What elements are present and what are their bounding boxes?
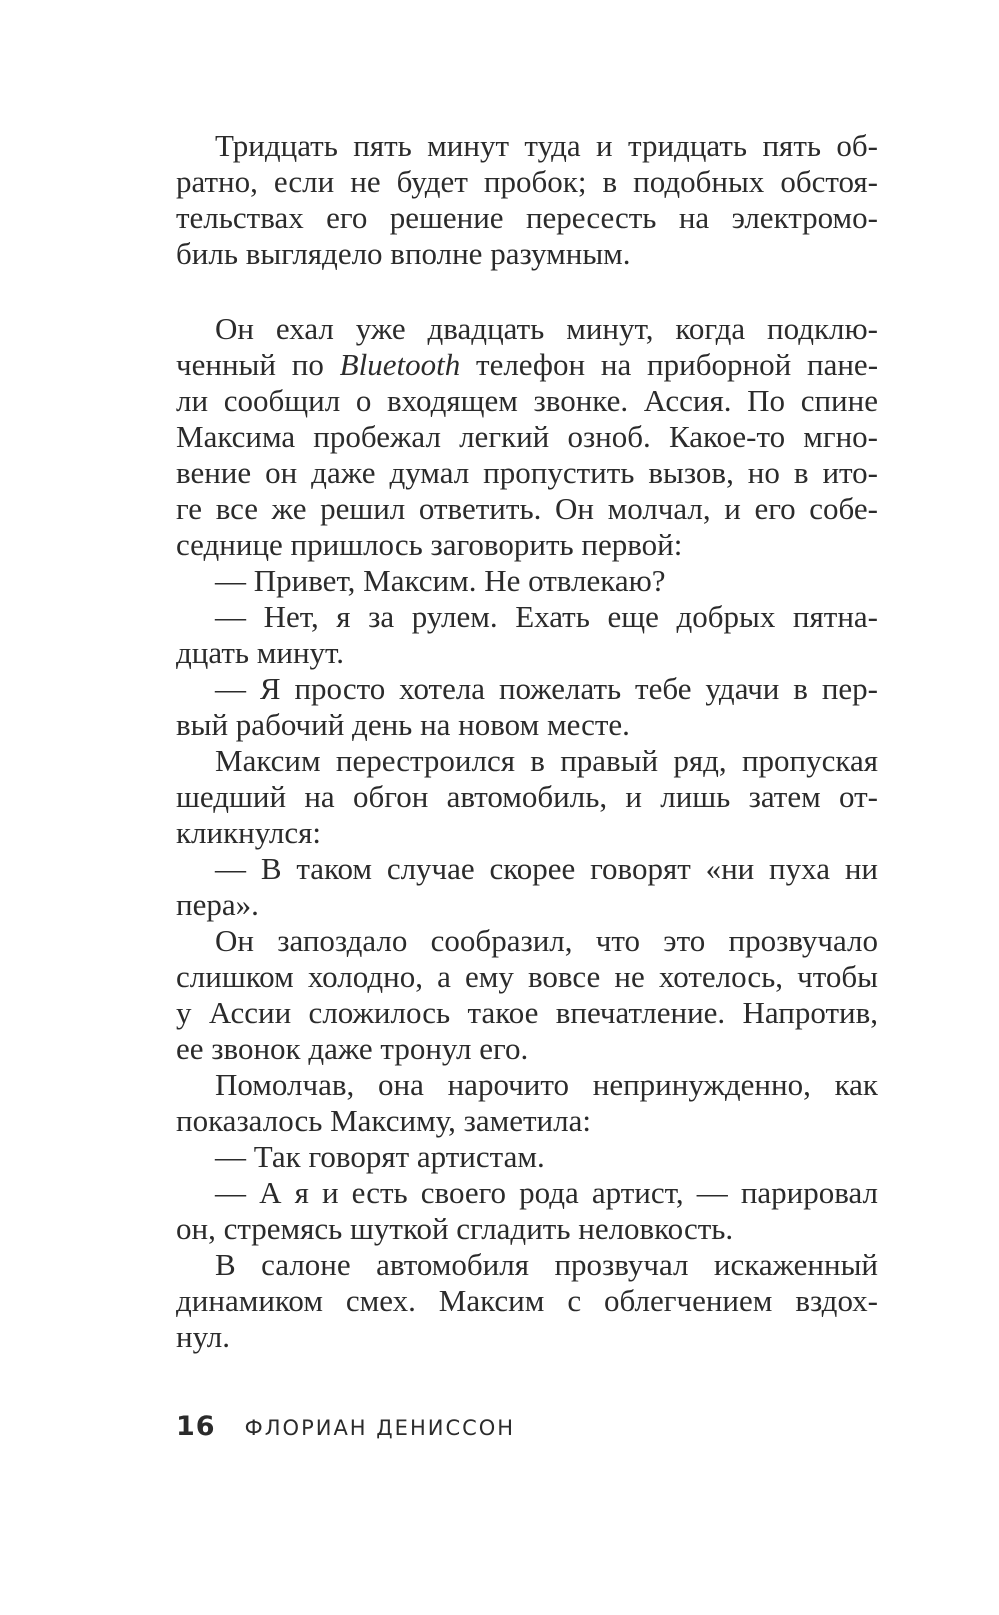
- running-head-author: ФЛОРИАН ДЕНИССОН: [244, 1416, 516, 1440]
- text-line: динамиком смех. Максим с облегчением вздох-: [176, 1283, 878, 1318]
- text-line: Тридцать пять минут туда и тридцать пять об-: [215, 128, 878, 163]
- text-line: ге все же решил ответить. Он молчал, и его собе-: [176, 491, 878, 526]
- text-line: дцать минут.: [176, 635, 345, 670]
- dialogue-line: — Я просто хотела пожелать тебе удачи в пер-: [215, 671, 878, 706]
- dialogue-line: — Привет, Максим. Не отвлекаю?: [215, 563, 666, 598]
- text-line: Максим перестроился в правый ряд, пропуская: [215, 743, 878, 778]
- italic-term: Bluetooth: [339, 347, 461, 382]
- paragraph-intro: [176, 128, 878, 272]
- text-line: Максима пробежал легкий озноб. Какое-то мгно-: [176, 419, 878, 454]
- text-line: шедший на обгон автомобиль, и лишь затем от-: [176, 779, 878, 814]
- text-line: биль выглядело вполне разумным.: [176, 236, 631, 271]
- dialogue-line: — А я и есть своего рода артист, — парировал: [215, 1175, 878, 1210]
- text-line: слишком холодно, а ему вовсе не хотелось, чтобы: [176, 959, 878, 994]
- text-line: ли сообщил о входящем звонке. Ассия. По спине: [176, 383, 878, 418]
- text-line: Он запоздало сообразил, что это прозвучало: [215, 923, 878, 958]
- text-line: Он ехал уже двадцать минут, когда подклю-: [215, 311, 878, 346]
- text-fragment: телефон на приборной пане-: [476, 347, 879, 382]
- dialogue-line: — Так говорят артистам.: [215, 1139, 545, 1174]
- text-line-with-italic: [176, 347, 878, 383]
- text-line: пера».: [176, 887, 259, 922]
- text-line: у Ассии сложилось такое впечатление. Напротив,: [176, 995, 878, 1030]
- text-line: ратно, если не будет пробок; в подобных обстоя-: [176, 164, 878, 199]
- page-number: 16: [176, 1411, 216, 1442]
- main-text: [176, 311, 878, 1355]
- text-line: он, стремясь шуткой сгладить неловкость.: [176, 1211, 734, 1246]
- text-line: седнице пришлось заговорить первой:: [176, 527, 683, 562]
- text-fragment: ченный по: [176, 347, 324, 382]
- text-line: ее звонок даже тронул его.: [176, 1031, 529, 1066]
- text-line: В салоне автомобиля прозвучал искаженный: [215, 1247, 878, 1282]
- page-footer: [176, 1411, 515, 1443]
- text-line: тельствах его решение пересесть на электромо-: [176, 200, 878, 235]
- text-line: показалось Максиму, заметила:: [176, 1103, 591, 1138]
- text-line: Помолчав, она нарочито непринужденно, как: [215, 1067, 878, 1102]
- text-line: нул.: [176, 1319, 230, 1354]
- dialogue-line: — Нет, я за рулем. Ехать еще добрых пятна-: [215, 599, 878, 634]
- text-line: кликнулся:: [176, 815, 322, 850]
- dialogue-line: — В таком случае скорее говорят «ни пуха ни: [215, 851, 878, 886]
- text-line: вение он даже думал пропустить вызов, но в ито-: [176, 455, 878, 490]
- text-line: вый рабочий день на новом месте.: [176, 707, 630, 742]
